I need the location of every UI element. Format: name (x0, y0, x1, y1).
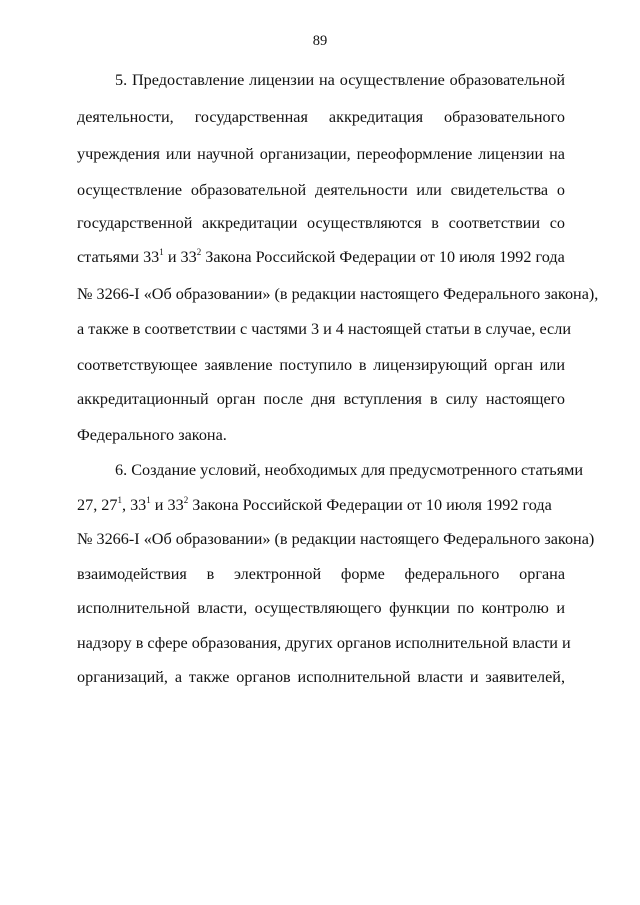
text-line: надзору в сфере образования, других органов исполнительной власти и (77, 634, 571, 652)
text-segment: , 33 (121, 496, 147, 514)
text-line: а также в соответствии с частями 3 и 4 настоящей статьи в случае, если (77, 320, 571, 338)
text-line: взаимодействия в электронной форме федерального органа (77, 565, 565, 583)
text-line: Федерального закона. (77, 426, 227, 444)
text-segment: Закона Российской Федерации от 10 июля 1992 года (188, 496, 552, 514)
text-line: № 3266-I «Об образовании» (в редакции настоящего Федерального закона), (77, 285, 599, 303)
text-line: учреждения или научной организации, переоформление лицензии на (77, 145, 565, 163)
text-line: государственной аккредитации осуществляются в соответствии со (77, 214, 565, 232)
superscript: 1 (159, 246, 164, 257)
text-segment: Закона Российской Федерации от 10 июля 1992 года (201, 248, 565, 266)
page-number: 89 (312, 33, 328, 49)
text-segment: 27, 27 (77, 496, 118, 514)
superscript: 2 (196, 246, 202, 257)
text-line: 6. Создание условий, необходимых для предусмотренного статьями (115, 461, 584, 479)
text-segment: статьями 33 (77, 248, 160, 266)
superscript: 1 (146, 494, 151, 505)
superscript: 1 (117, 494, 122, 505)
text-line (77, 494, 565, 516)
text-line: 5. Предоставление лицензии на осуществление образовательной (115, 71, 565, 89)
text-line: аккредитационный орган после дня вступления в силу настоящего (77, 390, 565, 408)
text-line: соответствующее заявление поступило в лицензирующий орган или (77, 356, 565, 374)
text-segment: и 33 (150, 496, 184, 514)
text-line: осуществление образовательной деятельности или свидетельства о (77, 181, 565, 199)
text-line: № 3266-I «Об образовании» (в редакции настоящего Федерального закона) (77, 530, 595, 548)
text-line: организаций, а также органов исполнительной власти и заявителей, (77, 668, 565, 686)
text-line: исполнительной власти, осуществляющего функции по контролю и (77, 599, 565, 617)
text-segment: и 33 (163, 248, 197, 266)
superscript: 2 (183, 494, 189, 505)
text-line (77, 246, 565, 268)
text-line: деятельности, государственная аккредитация образовательного (77, 108, 565, 126)
